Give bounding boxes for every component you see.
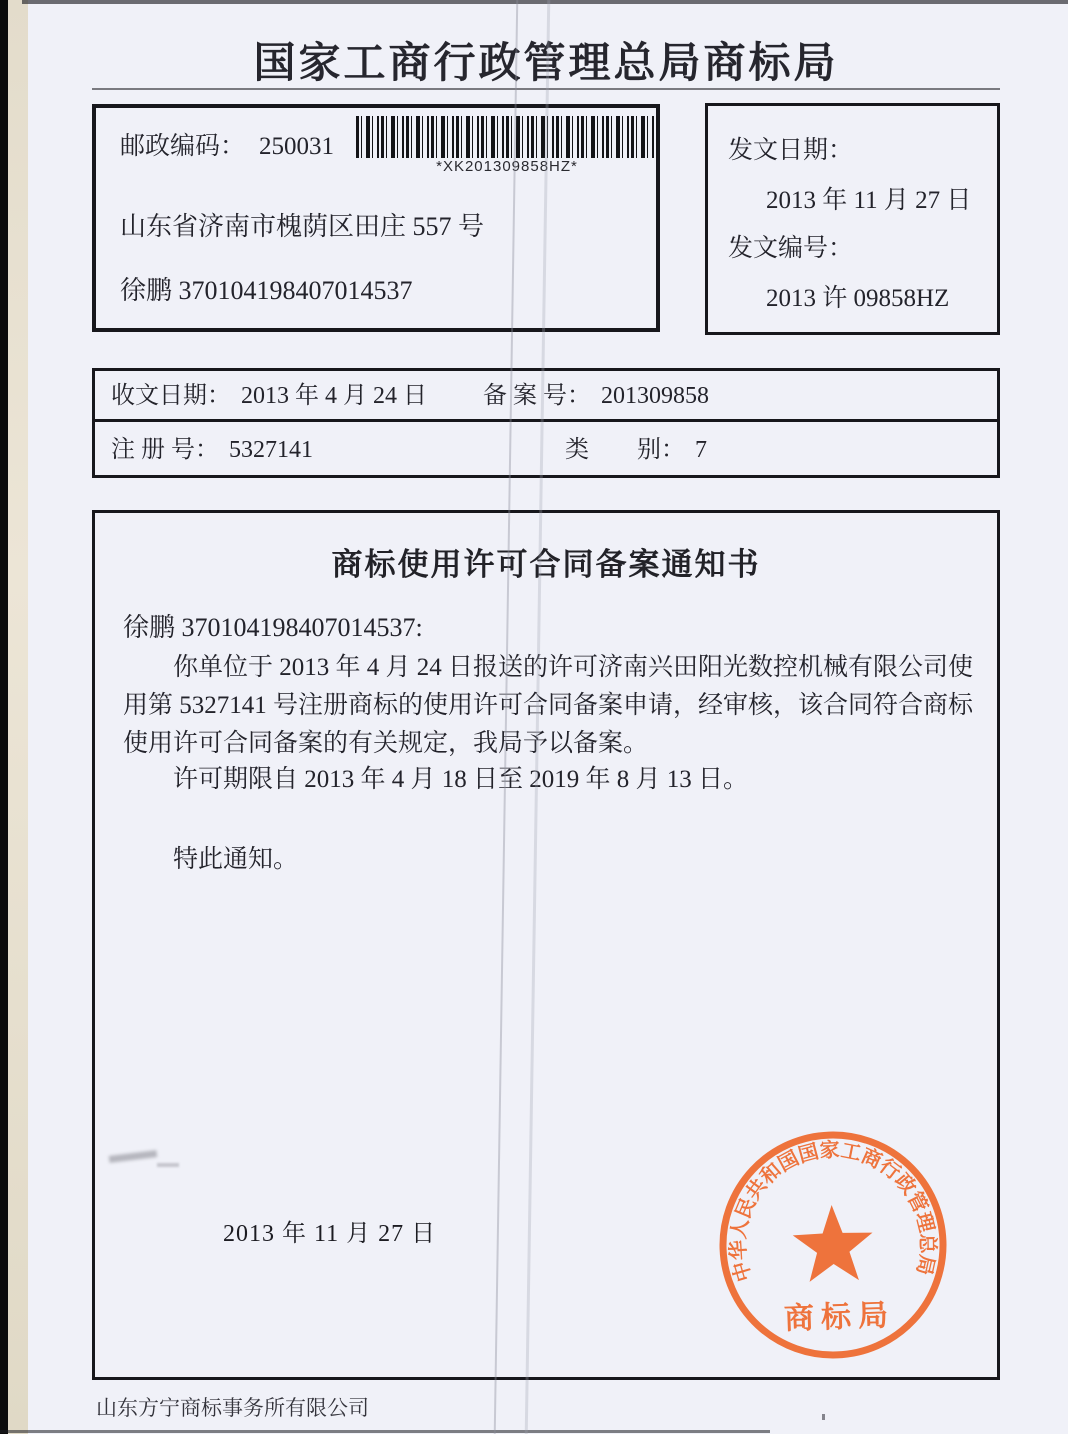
dispatch-date-label: 发文日期： (728, 137, 854, 164)
scan-edge-bottom (0, 1430, 770, 1433)
stamp-inner-text: 商标局 (783, 1298, 896, 1336)
notice-title: 商标使用许可合同备案通知书 (331, 547, 761, 582)
barcode-block (356, 116, 658, 175)
stamp-ring-text: 中华人民共和国国家工商行政管理总局 (727, 1139, 939, 1284)
postal-line (120, 126, 334, 162)
address-box (92, 104, 660, 332)
registration-label: 注 册 号： (111, 437, 219, 463)
class-pair (565, 425, 707, 475)
pencil-smudge (157, 1163, 179, 1167)
filing-number: 201309858 (601, 383, 709, 409)
received-date: 2013 年 4 月 24 日 (241, 383, 427, 409)
notice-box (92, 510, 1000, 1380)
recipient-line: 徐鹏 370104198407014537 (120, 276, 413, 305)
dispatch-number-label: 发文编号： (728, 235, 854, 262)
footer-company: 山东方宁商标事务所有限公司 (96, 1396, 369, 1420)
closing-line: 特此通知。 (173, 846, 299, 873)
stamp-date-overlay: 2013 年 11 月 27 日 (223, 1221, 437, 1247)
title-underline (92, 88, 1000, 90)
dispatch-box (705, 103, 1000, 335)
paragraph-line: 你单位于 2013 年 4 月 24 日报送的许可济南兴田阳光数控机械有限公司使 (173, 654, 974, 681)
agency-title: 国家工商行政管理总局商标局 (253, 41, 839, 87)
received-row (95, 371, 997, 422)
notice-addressee: 徐鹏 370104198407014537: (123, 613, 423, 642)
received-pair (111, 371, 427, 422)
official-stamp (709, 1121, 957, 1369)
filing-label: 备 案 号： (483, 383, 591, 409)
scan-edge-strip (8, 0, 28, 1434)
class-number: 7 (695, 437, 707, 463)
dispatch-number: 2013 许 09858HZ (766, 285, 950, 312)
received-label: 收文日期： (111, 383, 231, 409)
license-period-line: 许可期限自 2013 年 4 月 18 日至 2019 年 8 月 13 日。 (173, 766, 749, 793)
registration-pair (111, 425, 313, 475)
paragraph-line: 使用许可合同备案的有关规定，我局予以备案。 (123, 730, 649, 757)
notice-paragraph (123, 649, 975, 763)
scan-speck (822, 1414, 825, 1420)
filing-pair (483, 371, 709, 422)
dispatch-date: 2013 年 11 月 27 日 (766, 187, 972, 214)
pencil-smudge (109, 1150, 157, 1163)
address-line: 山东省济南市槐荫区田庄 557 号 (120, 212, 485, 241)
stamp-star-icon (792, 1204, 874, 1283)
paragraph-line: 用第 5327141 号注册商标的使用许可合同备案申请，经审核，该合同符合商标 (123, 692, 974, 719)
barcode-icon (356, 116, 658, 158)
registration-number: 5327141 (229, 437, 313, 463)
postal-code: 250031 (259, 133, 335, 160)
barcode-caption: *XK201309858HZ* (436, 158, 578, 175)
scan-edge-top (22, 0, 1068, 4)
metadata-table (92, 368, 1000, 478)
class-label: 类 别： (565, 437, 685, 463)
registration-row (95, 425, 997, 475)
postal-label: 邮政编码： (120, 133, 246, 160)
